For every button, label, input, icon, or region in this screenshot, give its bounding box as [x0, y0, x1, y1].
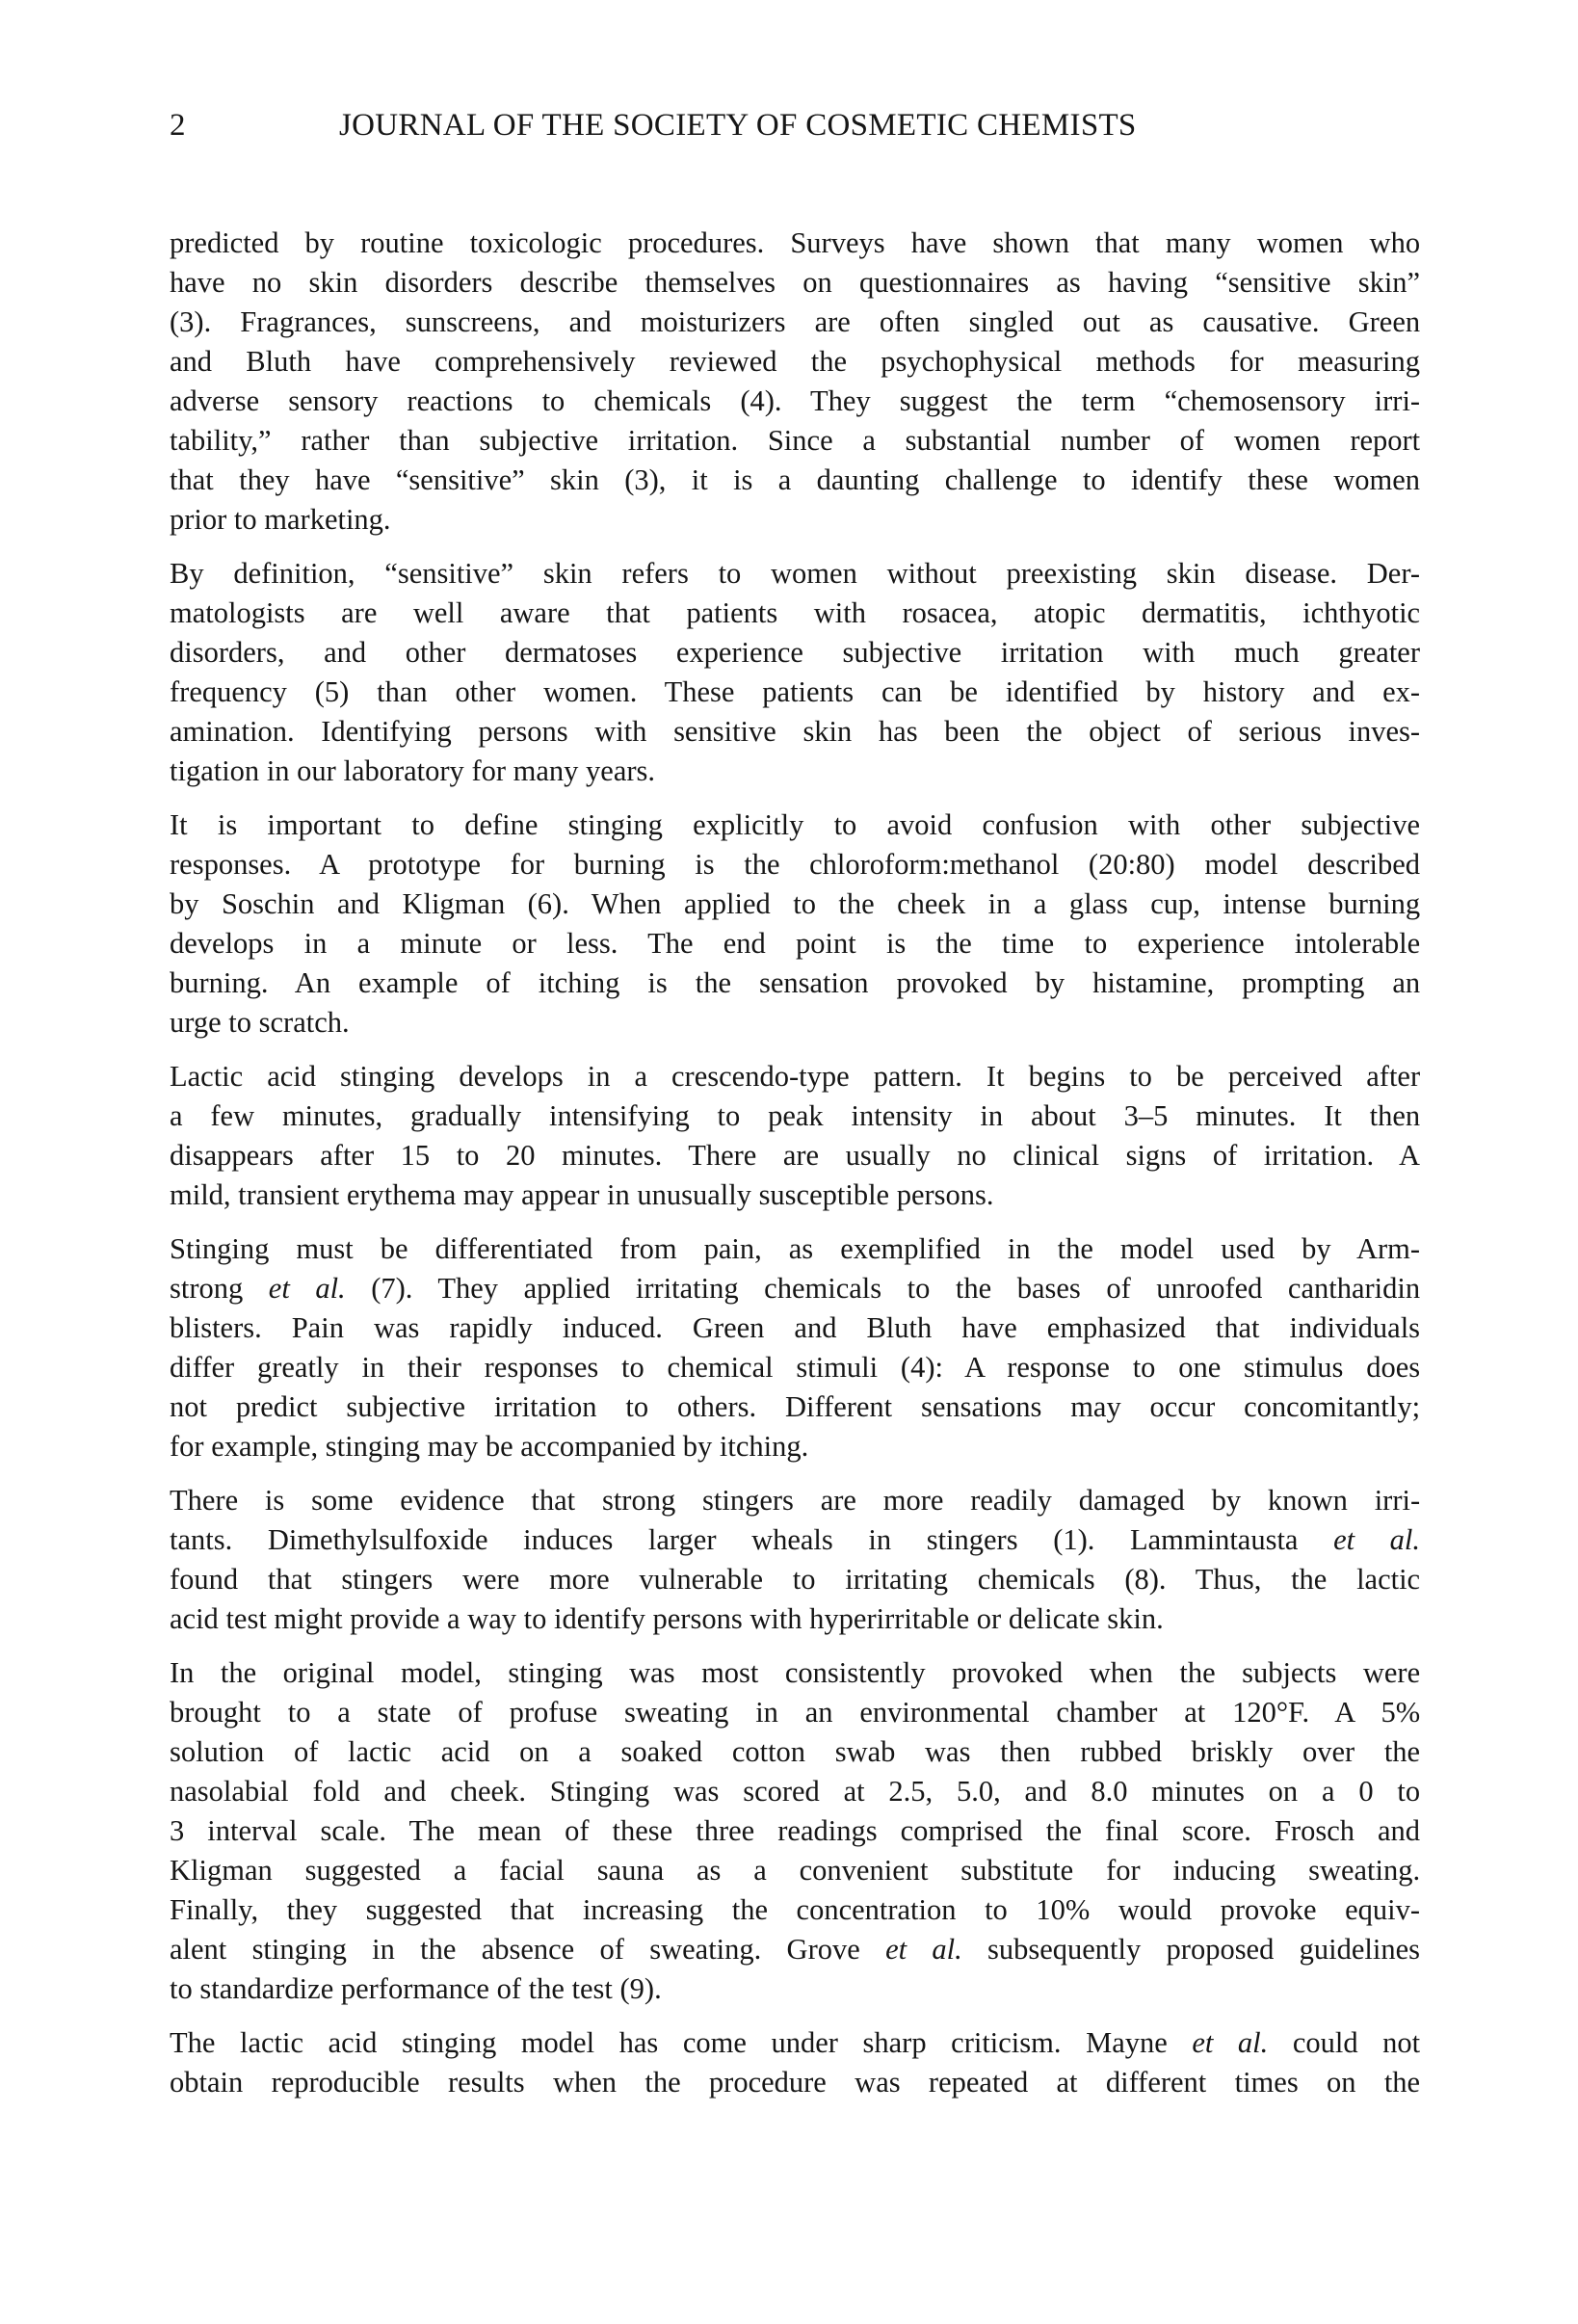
- text-line: not predict subjective irritation to others. Different sensations may occur concomitantly;: [170, 1390, 1421, 1423]
- text-line: a few minutes, gradually intensifying to peak intensity in about 3–5 minutes. It then: [170, 1099, 1421, 1132]
- text-line: There is some evidence that strong stingers are more readily damaged by known irri-: [170, 1484, 1421, 1517]
- text-line: It is important to define stinging explicitly to avoid confusion with other subjective: [170, 808, 1421, 841]
- paragraph: [170, 224, 1420, 540]
- text-line: Lactic acid stinging develops in a crescendo-type pattern. It begins to be perceived after: [170, 1060, 1421, 1093]
- text-line: burning. An example of itching is the sensation provoked by histamine, prompting an: [170, 966, 1421, 999]
- text-line: The lactic acid stinging model has come under sharp criticism. Mayne et al. could not: [170, 2026, 1421, 2059]
- text-line: adverse sensory reactions to chemicals (4). They suggest the term “chemosensory irri-: [170, 384, 1421, 417]
- text-line: alent stinging in the absence of sweating. Grove et al. subsequently proposed guidelines: [170, 1933, 1421, 1966]
- text-line: nasolabial fold and cheek. Stinging was scored at 2.5, 5.0, and 8.0 minutes on a 0 to: [170, 1775, 1421, 1808]
- text-line: 3 interval scale. The mean of these three readings comprised the final score. Frosch and: [170, 1814, 1421, 1847]
- text-line: differ greatly in their responses to chemical stimuli (4): A response to one stimulus does: [170, 1351, 1421, 1384]
- text-line: for example, stinging may be accompanied by itching.: [170, 1430, 809, 1463]
- text-line: obtain reproducible results when the procedure was repeated at different times on the: [170, 2066, 1421, 2099]
- text-line: urge to scratch.: [170, 1006, 350, 1039]
- paragraph: [170, 1229, 1420, 1466]
- text-line: tability,” rather than subjective irritation. Since a substantial number of women report: [170, 424, 1421, 457]
- text-line: responses. A prototype for burning is the chloroform:methanol (20:80) model described: [170, 848, 1421, 881]
- text-line: and Bluth have comprehensively reviewed the psychophysical methods for measuring: [170, 345, 1420, 378]
- text-line: By definition, “sensitive” skin refers to women without preexisting skin disease. Der-: [170, 557, 1421, 590]
- text-line: Kligman suggested a facial sauna as a convenient substitute for inducing sweating.: [170, 1854, 1421, 1887]
- text-line: strong et al. (7). They applied irritating chemicals to the bases of unroofed cantharidin: [170, 1272, 1421, 1305]
- paragraph: [170, 2023, 1420, 2102]
- text-line: disorders, and other dermatoses experience subjective irritation with much greater: [170, 636, 1420, 669]
- text-line: In the original model, stinging was most consistently provoked when the subjects were: [170, 1656, 1421, 1689]
- page-number: 2: [170, 108, 186, 143]
- text-line: mild, transient erythema may appear in unusually susceptible persons.: [170, 1178, 994, 1211]
- text-line: amination. Identifying persons with sensitive skin has been the object of serious inves-: [170, 715, 1421, 748]
- text-line: have no skin disorders describe themselves on questionnaires as having “sensitive skin”: [170, 266, 1421, 299]
- text-line: predicted by routine toxicologic procedures. Surveys have shown that many women who: [170, 226, 1421, 259]
- italic-text: et al.: [1192, 2026, 1269, 2059]
- text-line: Stinging must be differentiated from pain, as exemplified in the model used by Arm-: [170, 1232, 1421, 1265]
- italic-text: et al.: [885, 1933, 962, 1966]
- text-line: solution of lactic acid on a soaked cotton swab was then rubbed briskly over the: [170, 1735, 1421, 1768]
- text-line: prior to marketing.: [170, 503, 391, 536]
- text-line: brought to a state of profuse sweating in an environmental chamber at 120°F. A 5%: [170, 1696, 1421, 1729]
- text-line: acid test might provide a way to identify persons with hyperirritable or delicate skin.: [170, 1602, 1164, 1635]
- text-line: found that stingers were more vulnerable to irritating chemicals (8). Thus, the lactic: [170, 1563, 1421, 1596]
- italic-text: et al.: [1333, 1523, 1421, 1556]
- paragraph: [170, 554, 1420, 791]
- text-line: frequency (5) than other women. These patients can be identified by history and ex-: [170, 675, 1421, 708]
- text-line: tants. Dimethylsulfoxide induces larger wheals in stingers (1). Lammintausta et al.: [170, 1523, 1421, 1556]
- text-line: matologists are well aware that patients with rosacea, atopic dermatitis, ichthyotic: [170, 596, 1421, 629]
- text-line: disappears after 15 to 20 minutes. There are usually no clinical signs of irritation. A: [170, 1139, 1421, 1172]
- paragraph: [170, 1653, 1420, 2009]
- text-line: by Soschin and Kligman (6). When applied to the cheek in a glass cup, intense burning: [170, 887, 1421, 920]
- italic-text: et al.: [268, 1272, 346, 1305]
- text-line: tigation in our laboratory for many years.: [170, 754, 656, 787]
- article-body: [170, 224, 1420, 2117]
- paragraph: [170, 805, 1420, 1043]
- running-header: [170, 108, 1422, 156]
- journal-title: JOURNAL OF THE SOCIETY OF COSMETIC CHEMISTS: [339, 108, 1137, 143]
- text-line: (3). Fragrances, sunscreens, and moisturizers are often singled out as causative. Green: [170, 305, 1421, 338]
- text-line: develops in a minute or less. The end point is the time to experience intolerable: [170, 927, 1421, 960]
- paragraph: [170, 1481, 1420, 1639]
- paragraph: [170, 1057, 1420, 1215]
- text-line: that they have “sensitive” skin (3), it is a daunting challenge to identify these women: [170, 463, 1421, 496]
- text-line: blisters. Pain was rapidly induced. Green and Bluth have emphasized that individuals: [170, 1311, 1421, 1344]
- text-line: to standardize performance of the test (9).: [170, 1972, 662, 2005]
- text-line: Finally, they suggested that increasing the concentration to 10% would provoke equiv-: [170, 1893, 1421, 1926]
